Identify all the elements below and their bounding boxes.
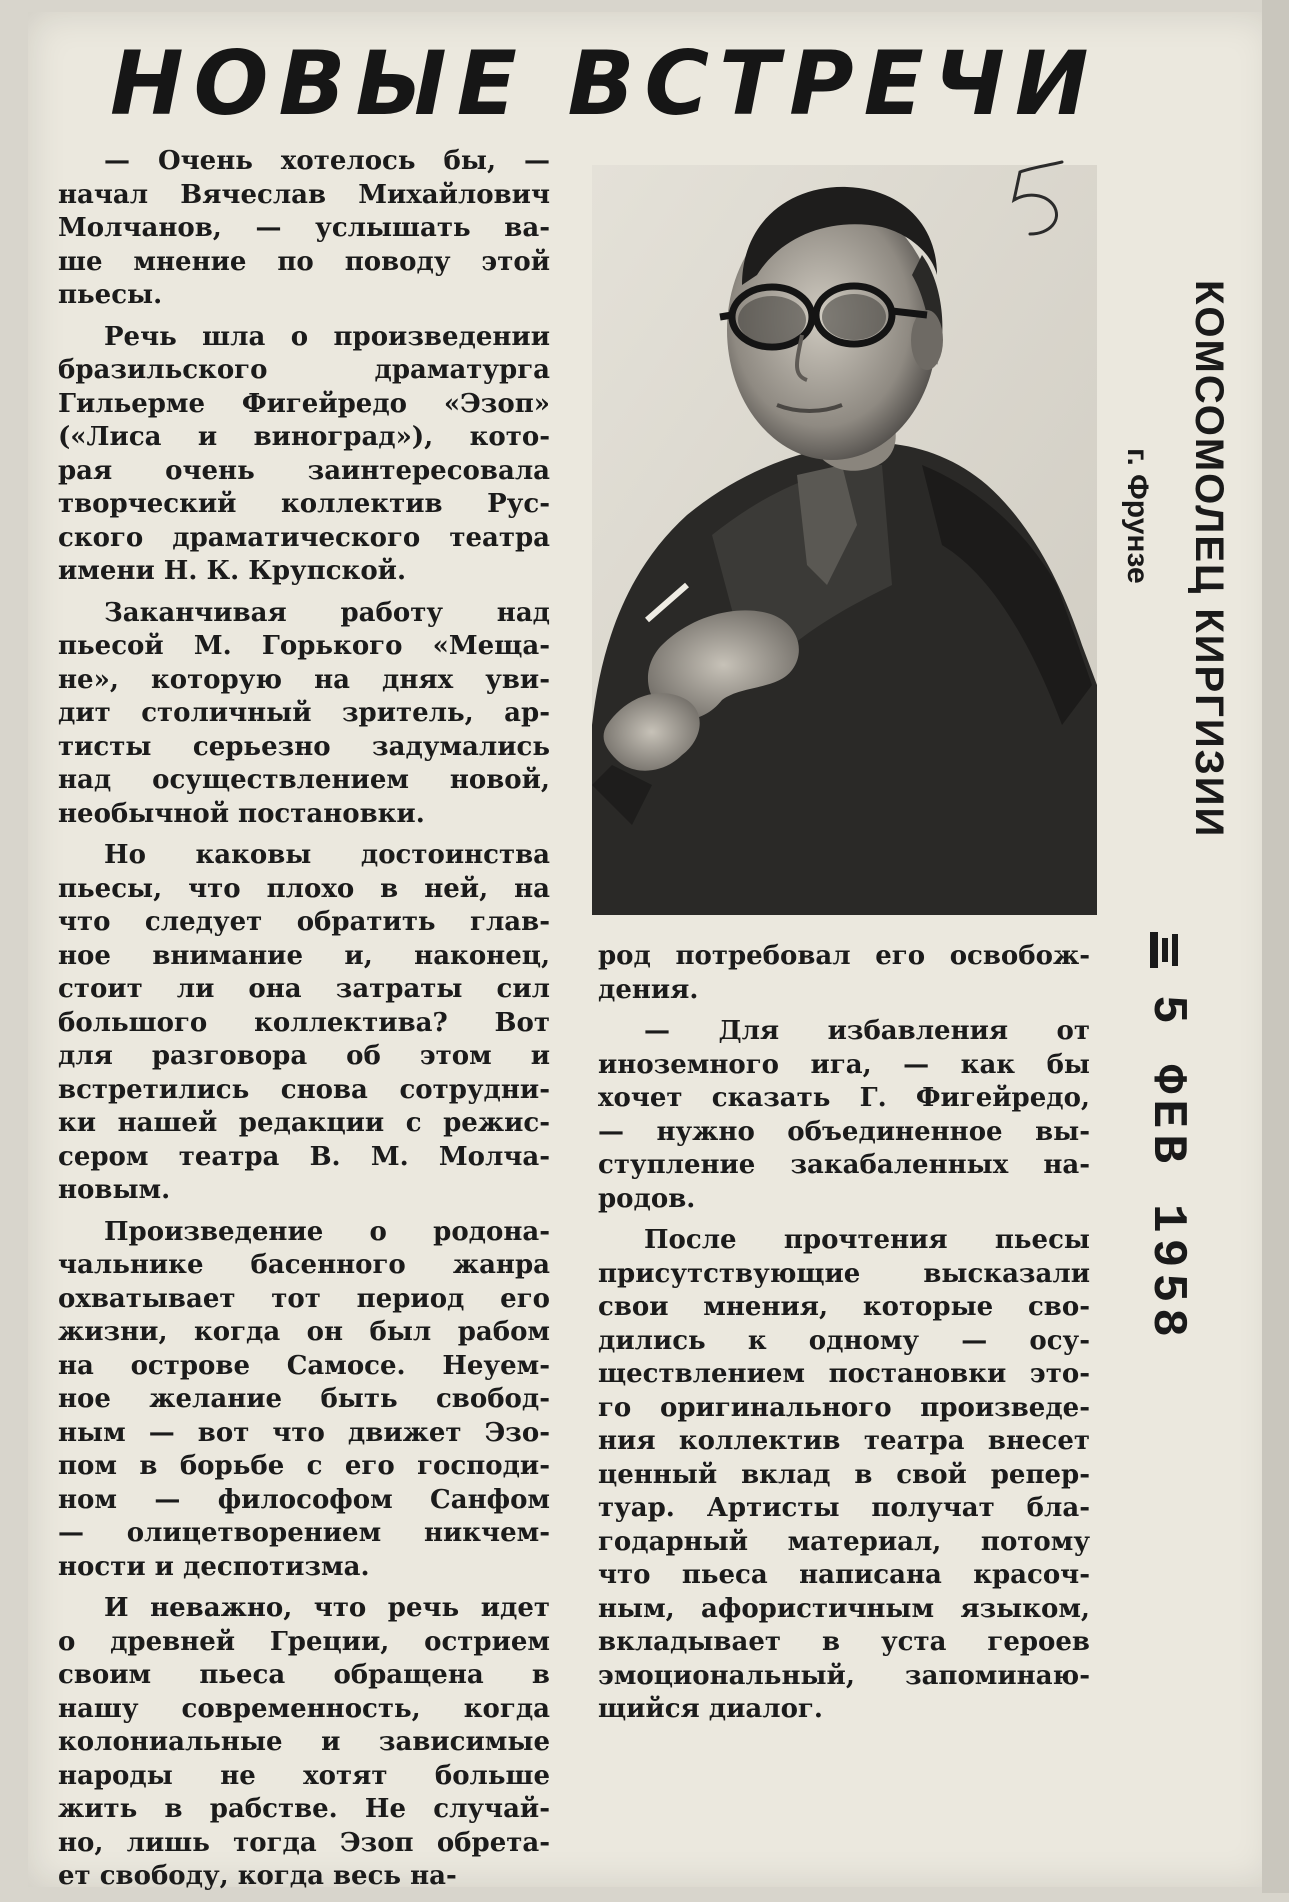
article-paragraph [58,1592,550,1894]
text-line: нашу современность, когда [58,1693,550,1724]
text-line: пьесы. [58,280,163,310]
text-line: род потребовал его освобож- [598,941,1090,971]
article-paragraph [58,321,550,589]
text-line: иноземного ига, — как бы [598,1049,1090,1080]
text-line: го оригинального произведе- [598,1392,1090,1423]
text-line: щийся диалог. [598,1694,823,1724]
text-line: вкладывает в уста героев [598,1627,1090,1657]
handwritten-page-number [1000,152,1080,242]
text-line: творческий коллектив Рус- [58,489,550,519]
text-line: — Для избавления от [644,1016,1090,1046]
text-line: чальнике басенного жанра [58,1250,550,1280]
text-line: хочет сказать Г. Фигейредо, [598,1083,1090,1113]
text-line: что следует обратить глав- [58,907,550,937]
text-line: Заканчивая работу над [104,597,550,628]
date-stamp-text: 5 ФЕВ 1958 [1140,995,1194,1344]
text-line: — олицетворением никчем- [58,1518,550,1548]
text-line: ности и деспотизма. [58,1551,370,1582]
article-paragraph [58,839,550,1208]
text-line: И неважно, что речь идет [104,1593,550,1623]
text-line: — Очень хотелось бы, — [104,146,550,176]
text-line: для разговора об этом и [58,1041,550,1071]
text-line: присутствующие высказали [598,1258,1090,1289]
text-line: что пьеса написана красоч- [598,1560,1090,1590]
text-line: сером театра В. М. Молча- [58,1141,550,1172]
text-line: имени Н. К. Крупской. [58,556,406,586]
text-line: Гильерме Фигейредо «Эзоп» [58,388,550,419]
text-line: стоит ли она затраты сил [58,974,550,1004]
article-paragraph [598,940,1090,1007]
text-line: колониальные и зависимые [58,1727,550,1757]
text-line: ным — вот что движет Эзо- [58,1417,550,1448]
article-paragraph [58,597,550,832]
text-line: («Лиса и виноград»), кото- [58,422,550,452]
text-line: большого коллектива? Вот [58,1007,550,1038]
text-line: ского драматического театра [58,522,550,553]
masthead-title: КОМСОМОЛЕЦ КИРГИЗИИ [1187,280,1231,839]
text-line: родов. [598,1183,696,1214]
text-line: ном — философом Санфом [58,1484,550,1515]
portrait-photo [592,165,1097,915]
text-line: ное внимание и, наконец, [58,940,550,971]
article-paragraph [598,1015,1090,1216]
text-line: ным, афористичным языком, [598,1593,1090,1624]
text-line: ное желание быть свобод- [58,1384,550,1414]
newspaper-masthead [1187,280,1235,839]
headline: НОВЫЕ ВСТРЕЧИ [110,32,1099,135]
text-line: необычной постановки. [58,798,425,829]
text-line: Но каковы достоинства [104,840,550,870]
text-line: Молчанов, — услышать ва- [58,213,550,243]
text-line: своим пьеса обращена в [58,1660,550,1690]
text-line: ния коллектив театра внесет [598,1426,1090,1456]
text-line: ступление закабаленных на- [598,1150,1090,1180]
text-line: эмоциональный, запоминаю- [598,1660,1090,1691]
text-line: дились к одному — осу- [598,1325,1090,1356]
text-line: туар. Артисты получат бла- [598,1493,1090,1523]
scan-margin [1262,0,1289,1893]
text-line: о древней Греции, острием [58,1626,550,1657]
article-paragraph [58,1216,550,1585]
text-line: ценный вклад в свой репер- [598,1459,1090,1490]
article-column-right [598,940,1090,1735]
article-paragraph [598,1224,1090,1727]
text-line: новым. [58,1175,171,1205]
article-column-left [58,145,550,1902]
text-line: — нужно объединенное вы- [598,1116,1090,1147]
portrait-image [592,165,1097,915]
text-line: охватывает тот период его [58,1283,550,1314]
text-line: дит столичный зритель, ар- [58,698,550,728]
text-line: годарный материал, потому [598,1526,1090,1557]
text-line: дения. [598,974,699,1005]
newspaper-city [1120,448,1156,658]
text-line: пьесой М. Горького «Меща- [58,631,550,661]
text-line: встретились снова сотрудни- [58,1074,550,1105]
text-line: ки нашей редакции с режис- [58,1108,550,1138]
date-stamp [1140,995,1196,1344]
city-label: г. Фрунзе [1121,448,1154,584]
article-paragraph [58,145,550,313]
text-line: жить в рабстве. Не случай- [58,1794,550,1824]
text-line: свои мнения, которые сво- [598,1292,1090,1322]
text-line: тисты серьезно задумались [58,731,550,762]
text-line: ше мнение по поводу этой [58,246,550,277]
text-line: но, лишь тогда Эзоп обрета- [58,1827,550,1858]
text-line: бразильского драматурга [58,355,550,385]
text-line: народы не хотят больше [58,1760,550,1791]
stamp-mark-icon [1146,930,1182,970]
text-line: пом в борьбе с его господи- [58,1451,550,1481]
text-line: пьесы, что плохо в ней, на [58,873,550,904]
text-line: рая очень заинтересовала [58,455,550,486]
text-line: Произведение о родона- [104,1216,550,1247]
text-line: Речь шла о произведении [104,321,550,352]
text-line: жизни, когда он был рабом [58,1317,550,1347]
text-line: на острове Самосе. Неуем- [58,1350,550,1381]
text-line: не», которую на днях уви- [58,664,550,695]
text-line: ществлением постановки это- [598,1359,1090,1389]
text-line: ет свободу, когда весь на- [58,1861,457,1891]
text-line: начал Вячеслав Михайлович [58,179,550,210]
text-line: над осуществлением новой, [58,765,550,795]
text-line: После прочтения пьесы [644,1225,1090,1255]
